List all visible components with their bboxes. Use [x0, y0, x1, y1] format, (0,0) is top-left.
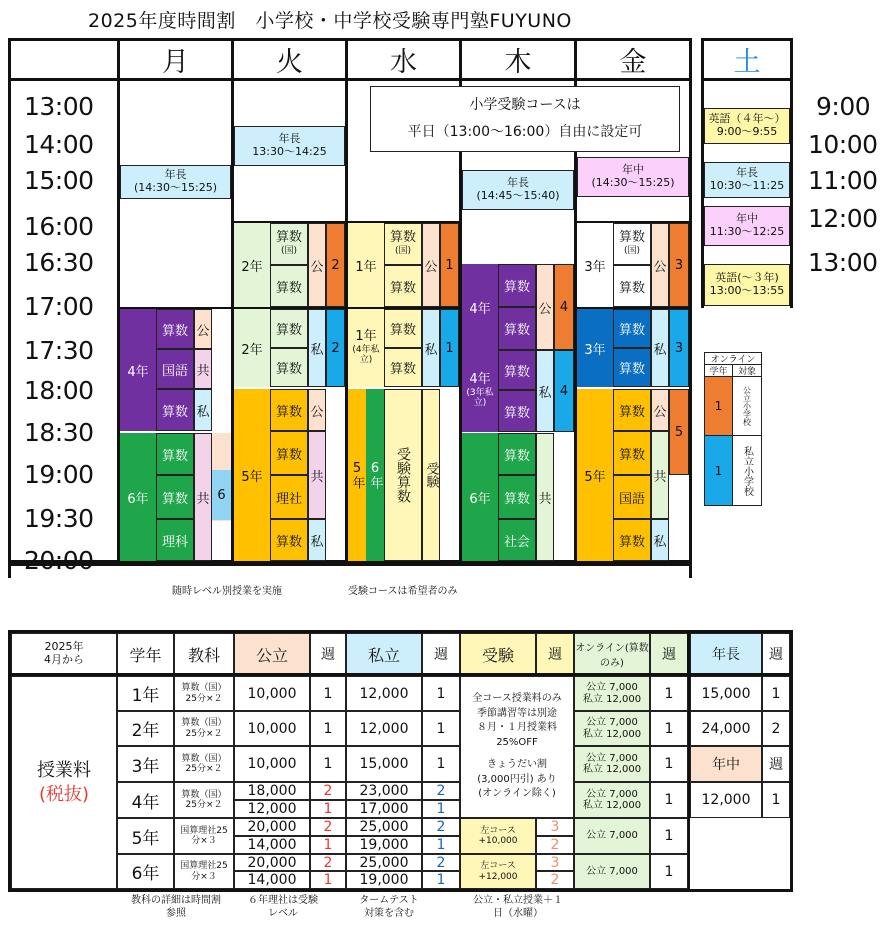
- slot-sat-english-lower: [704, 264, 790, 306]
- time-1700: 17:00: [24, 292, 94, 321]
- notice-line2: 平日（13:00～16:00）自由に設定可: [407, 124, 643, 140]
- fee-h-week2: 週: [422, 633, 460, 675]
- tue-math-b1: 算数: [270, 309, 308, 348]
- wed-math-b2: 算数: [384, 348, 422, 387]
- fee-grade: 6年: [117, 854, 174, 889]
- fee-private: 12,000: [346, 676, 422, 711]
- fee-footnote-4: 公立・私立授業＋１日（水曜）: [473, 895, 563, 919]
- fee-private-2: 19,000: [346, 836, 422, 854]
- fee-private-week: 2: [422, 818, 460, 836]
- fee-online: [574, 854, 650, 889]
- fee-online: [574, 746, 650, 782]
- fee-private-week: 2: [422, 782, 460, 800]
- day-sat: 土: [733, 47, 761, 78]
- cell-text: 算数: [618, 230, 645, 246]
- fri-g5: 5年: [577, 389, 613, 561]
- fri-g3b: 3年: [577, 309, 613, 387]
- fee-subject: 国算理社25分×３: [174, 854, 234, 889]
- fee-h-exam: 受験: [460, 633, 536, 675]
- legend-r2-num: 1: [705, 435, 733, 505]
- online-b: 私立 12,000: [582, 764, 642, 775]
- note-exam: 受験コースは希望者のみ: [348, 586, 458, 597]
- fee-h-kinder: 年長: [690, 633, 762, 675]
- cell-text: 算数: [389, 230, 416, 246]
- fee-grade: 4年: [117, 782, 174, 818]
- thu-n4a: 4: [554, 264, 574, 350]
- fee-online-week: 1: [650, 782, 688, 818]
- slot-time: 9:00～9:55: [716, 125, 778, 138]
- fee-exam6: [460, 854, 536, 889]
- fee-online-week: 1: [650, 818, 688, 854]
- cell-text: 1年: [355, 329, 377, 345]
- thu-math-a1: 算数: [498, 264, 536, 307]
- exam6-l1: 左コース: [480, 861, 516, 872]
- thu-g4a: 4年: [462, 264, 498, 350]
- cell-text: 算数: [275, 230, 302, 246]
- wed-math-k: [384, 223, 422, 265]
- exam5-l2: +10,000: [478, 836, 518, 846]
- fee-subject: 算数（国）25分×２: [174, 711, 234, 746]
- time-r-1200: 12:00: [808, 204, 878, 233]
- fee-exam5-w2: 2: [536, 836, 574, 854]
- fee-label: 授業料: [37, 760, 91, 782]
- time-2000: 20:00: [24, 546, 94, 575]
- corner-l2: 4月から: [44, 653, 84, 666]
- exam-info-line: 季節講習等は別途: [477, 707, 557, 719]
- corner-l1: 2025年: [44, 640, 84, 654]
- slot-sat-kinder: [704, 162, 790, 198]
- tue-g5-math2: 算数: [270, 431, 308, 475]
- time-1730: 17:30: [24, 336, 94, 365]
- fee-grade: 5年: [117, 818, 174, 854]
- mon-pub: 公: [194, 309, 212, 349]
- fee-private-2: 19,000: [346, 871, 422, 889]
- wed-pri: 私: [422, 309, 440, 387]
- thu-g6-math2: 算数: [498, 475, 536, 519]
- time-r-1300: 13:00: [808, 248, 878, 277]
- time-1800: 18:00: [24, 376, 94, 405]
- fee-online-week: 1: [650, 746, 688, 782]
- fee-public-week: 2: [310, 818, 346, 836]
- fee-footnote-1: 教科の詳細は時間割参照: [131, 895, 221, 919]
- time-r-0900: 9:00: [816, 92, 871, 121]
- fee-private-week-2: 1: [422, 800, 460, 818]
- fee-online: [574, 818, 650, 854]
- fee-public-2: 12,000: [234, 800, 310, 818]
- fee-private-week: 1: [422, 711, 460, 746]
- fee-online-week: 1: [650, 854, 688, 889]
- online-b: 私立 12,000: [582, 728, 642, 740]
- fee-private-week: 1: [422, 676, 460, 711]
- tue-pri: 私: [308, 309, 326, 387]
- fee-public-week: 2: [310, 854, 346, 871]
- slot-time: 13:00～13:55: [709, 284, 785, 297]
- fee-public: 20,000: [234, 818, 310, 836]
- fee-online-week: 1: [650, 676, 688, 711]
- day-mon: 月: [162, 47, 189, 78]
- cell-text: 4年: [469, 372, 491, 388]
- wed-math-b1: 算数: [384, 309, 422, 348]
- fee-subject: 算数（国）25分×２: [174, 746, 234, 782]
- fee-private: 15,000: [346, 746, 422, 782]
- online-legend: [704, 352, 762, 506]
- fee-public-week: 2: [310, 782, 346, 800]
- fee-private: 12,000: [346, 711, 422, 746]
- time-1930: 19:30: [24, 504, 94, 533]
- fri-g3: 3年: [577, 223, 613, 307]
- mon-jp: 国語: [156, 349, 194, 389]
- thu-n4b: 4: [554, 350, 574, 432]
- tue-g5-math1: 算数: [270, 389, 308, 431]
- fee-private: 25,000: [346, 854, 422, 871]
- slot-time: (14:45～15:40): [476, 189, 560, 202]
- fee-h-week3: 週: [536, 633, 574, 675]
- slot-time: 13:30～14:25: [252, 145, 327, 158]
- legend-title: オンライン: [705, 353, 761, 365]
- fri-g5-math3: 算数: [613, 519, 651, 561]
- fee-exam5-w1: 3: [536, 818, 574, 836]
- fri-pub: 公: [651, 223, 669, 307]
- time-1900: 19:00: [24, 460, 94, 489]
- time-1300: 13:00: [24, 92, 94, 121]
- legend-h1: 学年: [705, 365, 733, 377]
- cell-sub: (3年私立): [466, 388, 494, 409]
- slot-label: 年長: [507, 176, 529, 190]
- fee-h-week5: 週: [762, 633, 790, 675]
- wed-g1b: [348, 309, 384, 387]
- note-level: 随時レベル別授業を実施: [172, 586, 282, 597]
- fee-label-tax: (税抜): [38, 783, 90, 805]
- legend-r1-num: 1: [705, 377, 733, 435]
- fee-footnote-3: タームテスト対策を含む: [359, 895, 419, 919]
- thu-g6-math1: 算数: [498, 433, 536, 475]
- slot-time: 11:30～12:25: [709, 225, 785, 238]
- tue-math-b2: 算数: [270, 348, 308, 387]
- cell-sub: (国): [394, 246, 412, 257]
- slot-fri-kinder: [577, 157, 689, 197]
- tue-g5-pub: 公: [308, 389, 326, 431]
- day-fri: 金: [619, 47, 647, 78]
- slot-label: 年長: [164, 168, 187, 182]
- day-thu: 木: [504, 47, 532, 78]
- fee-subject: 算数（国）25分×２: [174, 782, 234, 818]
- fee-public: 10,000: [234, 711, 310, 746]
- mon-g6-math1: 算数: [156, 433, 194, 475]
- thu-pri: 私: [536, 350, 554, 432]
- thu-math-a2: 算数: [498, 307, 536, 350]
- slot-thu-kinder: [462, 170, 574, 210]
- fee-kinder: 年中: [690, 746, 762, 782]
- time-1600: 16:00: [24, 212, 94, 241]
- fee-private: 23,000: [346, 782, 422, 800]
- fri-math-a: 算数: [613, 265, 651, 307]
- fee-public-week-2: 1: [310, 836, 346, 854]
- tue-n2a: 2: [326, 223, 345, 307]
- fee-private-week: 1: [422, 746, 460, 782]
- fee-exam5: [460, 818, 536, 854]
- exam-info-line: (オンライン除く): [478, 788, 556, 800]
- fee-private-week-2: 1: [422, 871, 460, 889]
- thu-math-b1: 算数: [498, 350, 536, 390]
- page-title: 2025年度時間割 小学校・中学校受験専門塾FUYUNO: [88, 10, 572, 32]
- thu-g6: 6年: [462, 433, 498, 561]
- fee-online: [574, 782, 650, 818]
- exam6-l2: +12,000: [478, 871, 518, 882]
- mon-g4: 4年: [120, 309, 156, 431]
- tue-g2b: 2年: [234, 309, 270, 387]
- tue-pub: 公: [308, 223, 326, 307]
- fee-grade: 2年: [117, 711, 174, 746]
- fee-public-2: 14,000: [234, 836, 310, 854]
- mon-g6: 6年: [120, 433, 156, 561]
- mon-g6-joint: 共: [194, 433, 212, 561]
- fee-label-cell: [11, 676, 117, 889]
- wed-g1a: 1年: [348, 223, 384, 307]
- tue-g2a: 2年: [234, 223, 270, 307]
- slot-time: 10:30～11:25: [709, 179, 785, 192]
- fee-public-week-2: 1: [310, 871, 346, 889]
- slot-time: (14:30～15:25): [134, 181, 217, 194]
- slot-mon-kinder: [120, 165, 231, 199]
- time-r-1100: 11:00: [808, 166, 878, 195]
- cell-sub: (4年私立): [352, 345, 380, 366]
- slot-label: 英語（４年～）: [708, 112, 786, 126]
- slot-time: (14:30～15:25): [591, 176, 675, 189]
- fee-corner: [11, 633, 117, 675]
- online-b: 私立 12,000: [582, 800, 642, 811]
- fri-n5: 5: [669, 389, 689, 475]
- fri-g5-pri: 私: [651, 519, 669, 561]
- legend-h2: 対象: [733, 365, 761, 377]
- thu-math-b2: 算数: [498, 390, 536, 432]
- time-1500: 15:00: [24, 166, 94, 195]
- header-divider: [8, 78, 692, 81]
- exam-info-line: 全コース授業料のみ: [472, 693, 562, 705]
- online-a: 公立 7,000: [586, 717, 638, 728]
- tue-g5-scisoc: 理社: [270, 475, 308, 519]
- tue-math-a: 算数: [270, 265, 308, 307]
- fee-private-2: 17,000: [346, 800, 422, 818]
- fri-g5-math1: 算数: [613, 389, 651, 431]
- fee-kinder: 12,000: [690, 782, 762, 818]
- notice-box: [370, 86, 680, 152]
- fri-g5-jp: 国語: [613, 475, 651, 519]
- online-a: 公立 7,000: [586, 752, 638, 764]
- online-a: 公立 7,000: [586, 788, 638, 800]
- fee-h-grade: 学年: [117, 633, 174, 675]
- mon-joint: 共: [194, 349, 212, 389]
- exam-info-line: 25%OFF: [496, 736, 538, 748]
- slot-sat-nenchu: [704, 206, 790, 246]
- online-a: 公立 7,000: [586, 865, 638, 877]
- fee-public: 10,000: [234, 746, 310, 782]
- fri-g5-joint: 共: [651, 431, 669, 519]
- fee-online-week: 1: [650, 711, 688, 746]
- fri-math-b2: 算数: [613, 348, 651, 387]
- wed-exam: 受験: [422, 389, 440, 561]
- slot-label: 英語(～３年): [715, 271, 779, 285]
- fri-g5-math2: 算数: [613, 431, 651, 475]
- fri-math-k: [613, 223, 651, 265]
- sat-divider: [701, 78, 793, 81]
- exam-info-line: (3,000円引) あり: [477, 773, 557, 785]
- fee-online: [574, 676, 650, 711]
- fee-grade: 1年: [117, 676, 174, 711]
- fri-g5-pub: 公: [651, 389, 669, 431]
- fee-h-week4: 週: [650, 633, 688, 675]
- fee-public-week: 1: [310, 676, 346, 711]
- fee-public-week-2: 1: [310, 800, 346, 818]
- slot-label: 年長: [278, 132, 301, 146]
- wed-n1a: 1: [440, 223, 459, 307]
- wed-g6: 6年: [366, 389, 384, 561]
- fee-exam6-w2: 2: [536, 871, 574, 889]
- fee-grade: 3年: [117, 746, 174, 782]
- fee-kinder: 24,000: [690, 711, 762, 746]
- fee-online: [574, 711, 650, 746]
- tue-math-k: [270, 223, 308, 265]
- time-1830: 18:30: [24, 418, 94, 447]
- wed-g5: 5年: [348, 389, 366, 561]
- time-r-1000: 10:00: [808, 130, 878, 159]
- fee-h-online: オンライン(算数のみ): [574, 633, 650, 675]
- slot-tue-kinder: [234, 126, 345, 166]
- online-a: 公立 7,000: [586, 682, 638, 693]
- mon-math1: 算数: [156, 309, 194, 349]
- mon-g6-math2: 算数: [156, 475, 194, 519]
- fee-public: 18,000: [234, 782, 310, 800]
- slot-label: 年中: [622, 163, 644, 177]
- day-tue: 火: [276, 47, 303, 78]
- legend-r2-text: 私立小学校: [733, 435, 761, 505]
- fee-private: 25,000: [346, 818, 422, 836]
- wed-math-a: 算数: [384, 265, 422, 307]
- fee-kinder-week: 2: [762, 711, 790, 746]
- fee-h-subject: 教科: [174, 633, 234, 675]
- fee-footnote-2: ６年理社は受験レベル: [248, 895, 318, 919]
- fee-exam6-w1: 3: [536, 854, 574, 871]
- time-1400: 14:00: [24, 130, 94, 159]
- fee-public-2: 14,000: [234, 871, 310, 889]
- wed-n1b: 1: [440, 309, 459, 387]
- wed-exam-math: 受験算数: [384, 389, 422, 561]
- day-wed: 水: [390, 47, 417, 78]
- thu-g6-joint: 共: [536, 433, 554, 561]
- mon-pri: 私: [194, 389, 212, 431]
- slot-label: 年長: [736, 166, 758, 180]
- fee-public-week: 1: [310, 746, 346, 782]
- tue-g5-joint: 共: [308, 431, 326, 519]
- mon-math2: 算数: [156, 389, 194, 431]
- fri-n3b: 3: [669, 309, 689, 387]
- fee-subject: 算数（国）25分×２: [174, 676, 234, 711]
- tue-g5-math3: 算数: [270, 519, 308, 561]
- fee-h-private: 私立: [346, 633, 422, 675]
- mon-g6-sci: 理科: [156, 519, 194, 561]
- tue-g5: 5年: [234, 389, 270, 561]
- fee-private-week-2: 1: [422, 836, 460, 854]
- wed-pub: 公: [422, 223, 440, 307]
- cell-sub: (国): [280, 246, 298, 257]
- online-b: 私立 12,000: [582, 693, 642, 705]
- fri-pri: 私: [651, 309, 669, 387]
- fee-exam-info: [460, 676, 574, 818]
- thu-g6-soc: 社会: [498, 519, 536, 561]
- fri-n3a: 3: [669, 223, 689, 307]
- fri-math-b1: 算数: [613, 309, 651, 348]
- legend-r1-text: 公立小学校: [742, 386, 752, 426]
- fee-kinder: 15,000: [690, 676, 762, 711]
- mon-n6: 6: [212, 470, 231, 520]
- fee-h-public: 公立: [234, 633, 310, 675]
- thu-pub: 公: [536, 264, 554, 350]
- exam-info-line: きょうだい割: [487, 759, 547, 771]
- tue-g5-pri: 私: [308, 519, 326, 561]
- fee-h-week1: 週: [310, 633, 346, 675]
- online-a: 公立 7,000: [586, 830, 638, 842]
- fee-public-week: 1: [310, 711, 346, 746]
- fee-kinder-week: 週: [762, 746, 790, 782]
- fee-kinder-week: 1: [762, 676, 790, 711]
- exam5-l1: 左コース: [480, 825, 516, 836]
- fee-public: 20,000: [234, 854, 310, 871]
- thu-g4b: [462, 350, 498, 432]
- fee-public: 10,000: [234, 676, 310, 711]
- exam-info-line: ８月・１月授業料: [477, 722, 557, 734]
- notice-line1: 小学受験コースは: [469, 97, 581, 114]
- time-1630: 16:30: [24, 248, 94, 277]
- fee-subject: 国算理社25分×３: [174, 818, 234, 854]
- slot-label: 年中: [736, 212, 758, 226]
- slot-sat-english-upper: [704, 108, 790, 144]
- fee-kinder-week: 1: [762, 782, 790, 818]
- fee-private-week: 2: [422, 854, 460, 871]
- tue-n2b: 2: [326, 309, 345, 387]
- cell-sub: (国): [623, 246, 641, 257]
